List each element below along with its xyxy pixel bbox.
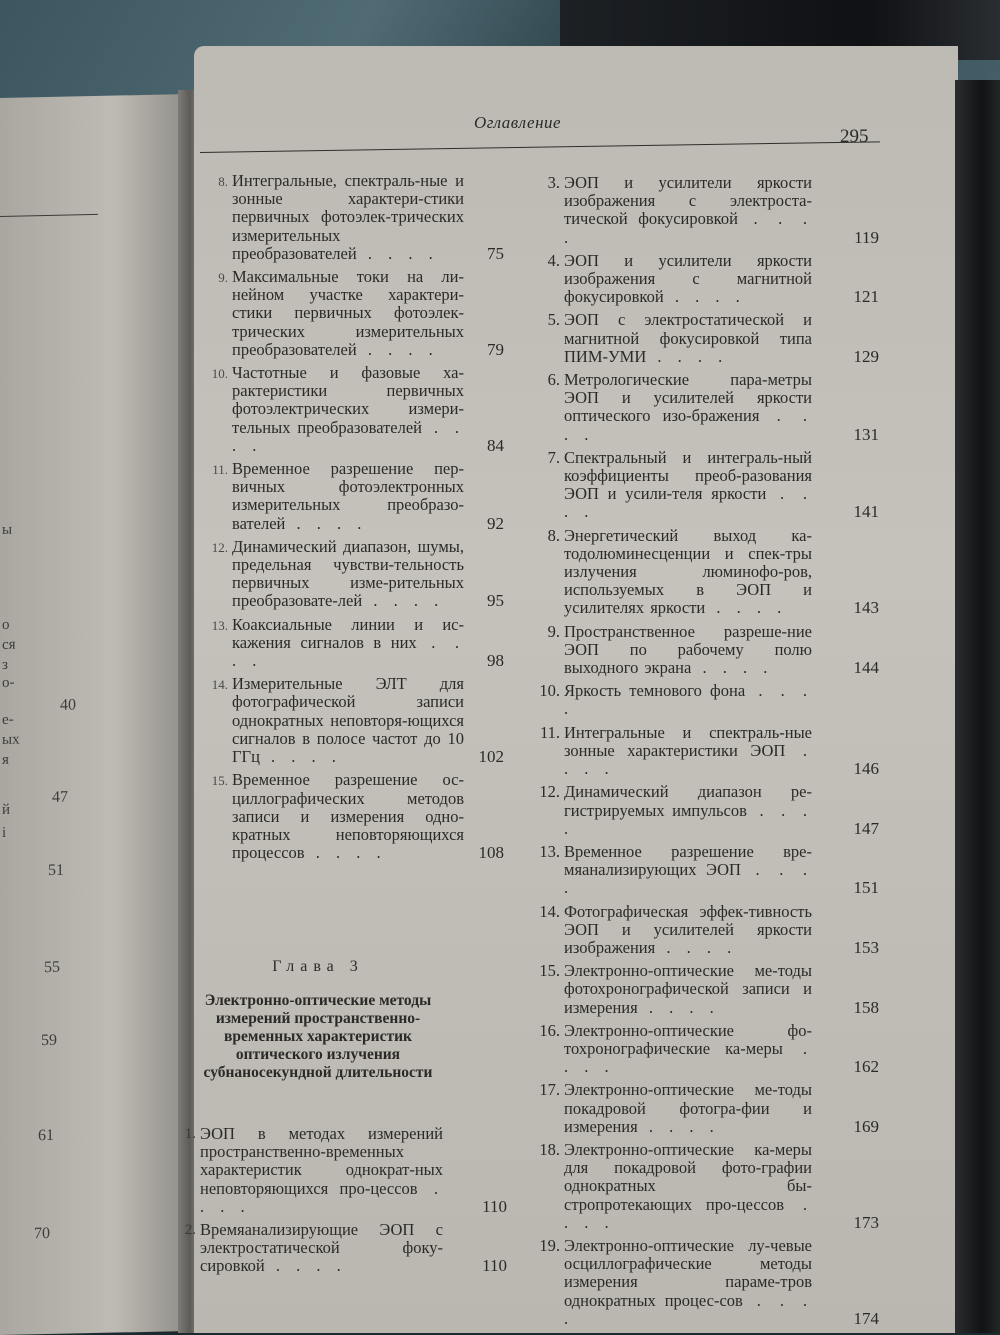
dot-leader: . . . . [646, 346, 728, 366]
toc-entry [538, 843, 883, 898]
entry-page: 79 [487, 339, 504, 359]
entry-title: Временное разрешение вре-мяанализирующих ЭОП . . . . [564, 841, 813, 898]
entry-number: 14. [539, 901, 560, 921]
toc-entry [538, 252, 883, 307]
entry-page: 144 [853, 658, 879, 678]
entry-number: 5. [547, 310, 560, 330]
entry-page: 169 [853, 1116, 879, 1136]
left-page-number: 47 [52, 788, 68, 806]
entry-page: 92 [487, 513, 504, 533]
page-number: 295 [840, 126, 869, 147]
chapter-heading [198, 958, 438, 1082]
left-page-number: 40 [60, 696, 76, 714]
toc-left-column [198, 172, 508, 867]
entry-number: 17. [539, 1080, 560, 1100]
left-page-text-fragment: о- [2, 674, 15, 691]
entry-title: Коаксиальные линии и ис-кажения сигналов в них . . . . [232, 614, 465, 671]
entry-number: 14. [211, 677, 228, 693]
entry-number: 6. [547, 370, 560, 390]
left-page-rule [0, 214, 98, 217]
dot-leader: . . . . [362, 591, 444, 611]
left-page-text-fragment: ы [2, 521, 13, 538]
left-page-text-fragment: ся [2, 636, 16, 653]
dot-leader: . . . . [356, 243, 438, 263]
toc-entry [198, 771, 508, 862]
toc-entry [538, 311, 883, 366]
entry-page: 119 [854, 227, 879, 247]
entry-title: Интегральные и спектраль-ные зонные характеристики ЭОП . . . . [564, 722, 812, 779]
entry-number: 12. [539, 782, 560, 802]
toc-entry [538, 783, 883, 838]
dot-leader: . . . . [705, 598, 787, 618]
dot-leader: . . . . [564, 800, 812, 838]
toc-entry [198, 268, 508, 359]
entry-title: Энергетический выход ка-тодолюминесценции и спек-тры излучения люминофо-ров, используемых в ЭОП и усилителях яркости . . . . [564, 525, 812, 618]
entry-number: 10. [539, 681, 560, 701]
entry-number: 11. [539, 722, 560, 742]
left-page-number: 61 [38, 1126, 54, 1145]
entry-page: 84 [487, 435, 504, 455]
entry-title: Электронно-оптические лу-чевые осциллографические методы измерения параме-тров однократных процес-сов . . . . [564, 1235, 812, 1328]
entry-title: Яркость темнового фона . . . . [564, 681, 812, 719]
dot-leader: . . . . [259, 747, 341, 767]
dot-leader: . . . . [691, 658, 773, 678]
toc-entry [538, 449, 883, 522]
entry-number: 11. [212, 462, 228, 478]
entry-page: 141 [853, 502, 879, 522]
entry-page: 153 [853, 937, 879, 957]
entry-page: 110 [482, 1196, 507, 1216]
entry-number: 12. [211, 539, 228, 555]
entry-page: 162 [853, 1057, 879, 1077]
dot-leader: . . . . [637, 997, 719, 1017]
toc-entry [538, 962, 883, 1017]
toc-entry [538, 903, 883, 958]
dot-leader: . . . . [200, 1178, 444, 1216]
entry-number: 4. [547, 250, 560, 270]
entry-page: 75 [487, 243, 504, 263]
toc-entry [166, 1125, 511, 1216]
left-page-text-fragment: ых [2, 731, 20, 748]
left-page-text-fragment: я [2, 751, 9, 768]
left-page-number: 55 [44, 958, 60, 977]
entry-title: Динамический диапазон, шумы, предельная чувстви-тельность первичных изме-рительных преобразовате-лей . . . . [232, 536, 464, 611]
chapter-label: Глава 3 [272, 958, 364, 975]
left-page-number: 51 [48, 861, 64, 879]
entry-title: Измерительные ЭЛТ для фотографической записи однократных неповторя-ющихся сигналов в полосе частот до 10 ГГц . . . . [232, 674, 464, 767]
toc-entry [538, 724, 883, 779]
toc-entry [538, 623, 883, 678]
entry-page: 129 [853, 346, 879, 366]
entry-title: Метрологические пара-метры ЭОП и усилителей яркости оптического изо-бражения . . . . [564, 370, 812, 444]
dot-leader: . . . . [663, 287, 745, 307]
dot-leader: . . . . [232, 417, 464, 455]
toc-entry [538, 1141, 883, 1232]
dot-leader: . . . . [232, 632, 465, 671]
toc-entry [538, 1022, 883, 1077]
entry-page: 158 [853, 997, 879, 1017]
entry-title: Времяанализирующие ЭОП с электростатической фоку-сировкой . . . . [200, 1220, 443, 1276]
entry-title: Интегральные, спектраль-ные и зонные характери-стики первичных фотоэлек-трических измерительных преобразователей . . . . [232, 171, 464, 263]
dot-leader: . . . . [564, 209, 812, 247]
entry-title: Временное разрешение ос-циллографических методов записи и измерения одно-кратных неповторяющихся процессов . . . . [232, 770, 464, 863]
entry-number: 13. [539, 841, 560, 861]
entry-title: Частотные и фазовые ха-рактеристики первичных фотоэлектрических измери-тельных преобразователей . . . . [232, 363, 464, 455]
entry-page: 147 [853, 818, 879, 838]
dot-leader: . . . . [304, 843, 386, 863]
dot-leader: . . . . [564, 740, 812, 779]
entry-title: Электронно-оптические ка-меры для покадровой фото-графии однократных бы-стропротекающих про-цессов . . . . [564, 1139, 812, 1232]
entry-number: 15. [539, 961, 560, 981]
entry-title: ЭОП и усилители яркости изображения с магнитной фокусировкой . . . . [564, 250, 812, 307]
left-page-text-fragment: о [2, 616, 10, 633]
entry-page: 173 [853, 1212, 879, 1232]
entry-title: Электронно-оптические фо-тохронографические ка-меры . . . . [564, 1020, 812, 1077]
toc-entry [538, 682, 883, 718]
left-page-text-fragment: і [2, 824, 7, 841]
entry-title: Спектральный и интеграль-ный коэффициенты преоб-разования ЭОП и усили-теля яркости . . . . [564, 447, 812, 522]
dot-leader: . . . . [564, 1290, 812, 1328]
entry-number: 18. [539, 1139, 560, 1159]
toc-entry [538, 1081, 883, 1136]
running-head: Оглавление [474, 113, 562, 132]
entry-page: 151 [853, 878, 879, 898]
dot-leader: . . . . [564, 406, 812, 444]
entry-number: 8. [218, 174, 228, 189]
entry-title: ЭОП в методах измерений пространственно-временных характеристик однократ-ных неповторяющихся про-цессов . . . . [200, 1124, 444, 1216]
entry-number: 7. [547, 447, 560, 467]
entry-page: 131 [853, 424, 879, 444]
toc-right-column [538, 174, 883, 1333]
entry-title: Динамический диапазон ре-гистрируемых импульсов . . . . [564, 782, 812, 838]
toc-entry [198, 616, 508, 671]
left-page-number: 59 [41, 1031, 57, 1050]
entry-page: 146 [853, 759, 879, 779]
entry-number: 2. [184, 1222, 196, 1239]
entry-number: 15. [211, 773, 228, 789]
entry-number: 1. [184, 1126, 196, 1142]
entry-page: 102 [478, 747, 504, 767]
toc-entry [198, 538, 508, 611]
entry-page: 98 [487, 651, 504, 671]
entry-title: Временное разрешение пер-вичных фотоэлектронных измерительных преобразо-вателей . . . . [232, 459, 464, 533]
entry-number: 8. [547, 525, 560, 545]
dot-leader: . . . . [564, 681, 812, 719]
toc-entry [198, 460, 508, 533]
entry-title: ЭОП и усилители яркости изображения с электроста-тической фокусировкой . . . . [564, 173, 812, 247]
left-page-text-fragment: й [2, 801, 11, 818]
toc-entry [166, 1221, 511, 1276]
right-background [955, 80, 1000, 1333]
dot-leader: . . . . [564, 484, 812, 522]
entry-title: Пространственное разреше-ние ЭОП по рабочему полю выходного экрана . . . . [564, 621, 812, 678]
entry-page: 174 [853, 1308, 879, 1328]
dot-leader: . . . . [564, 1038, 812, 1077]
chapter-title: Электронно-оптические методы измерений пространственно-временных характеристик оптического излучения субнаносекундной длительности [203, 992, 433, 1081]
entry-page: 121 [853, 287, 879, 307]
entry-title: Электронно-оптические ме-тоды фотохронографической записи и измерения . . . . [564, 961, 812, 1017]
left-page-text-fragment: з [2, 656, 8, 673]
entry-number: 16. [539, 1020, 560, 1040]
entry-page: 110 [482, 1256, 507, 1276]
toc-entry [198, 364, 508, 455]
toc-entry [198, 172, 508, 263]
toc-chapter-entries [166, 1125, 511, 1281]
dot-leader: . . . . [655, 937, 737, 957]
toc-entry [538, 371, 883, 444]
toc-entry [538, 527, 883, 618]
entry-number: 10. [211, 366, 228, 382]
entry-title: Максимальные токи на ли-нейном участке характери-стики первичных фотоэлек-трических измерительных преобразователей . . . . [232, 267, 464, 359]
dot-leader: . . . . [564, 860, 813, 898]
left-page [0, 94, 190, 1335]
entry-page: 95 [487, 591, 504, 611]
entry-number: 9. [218, 270, 228, 286]
dot-leader: . . . . [637, 1116, 719, 1136]
left-page-number: 70 [34, 1224, 50, 1243]
dot-leader: . . . . [356, 339, 438, 359]
entry-page: 143 [853, 598, 879, 618]
entry-title: ЭОП с электростатической и магнитной фокусировкой типа ПИМ-УМИ . . . . [564, 310, 812, 366]
entry-page: 108 [478, 843, 504, 863]
dot-leader: . . . . [564, 1194, 812, 1232]
entry-title: Электронно-оптические ме-тоды покадровой фотогра-фии и измерения . . . . [564, 1080, 812, 1136]
entry-number: 13. [211, 617, 228, 633]
toc-entry [538, 1237, 883, 1328]
toc-entry [538, 174, 883, 247]
entry-title: Фотографическая эффек-тивность ЭОП и усилителей яркости изображения . . . . [564, 901, 812, 957]
entry-number: 9. [547, 621, 560, 641]
entry-number: 19. [539, 1235, 560, 1255]
dot-leader: . . . . [285, 513, 367, 533]
left-page-text-fragment: е- [2, 711, 14, 728]
dot-leader: . . . . [264, 1256, 346, 1276]
toc-entry [198, 675, 508, 766]
entry-number: 3. [547, 173, 560, 192]
